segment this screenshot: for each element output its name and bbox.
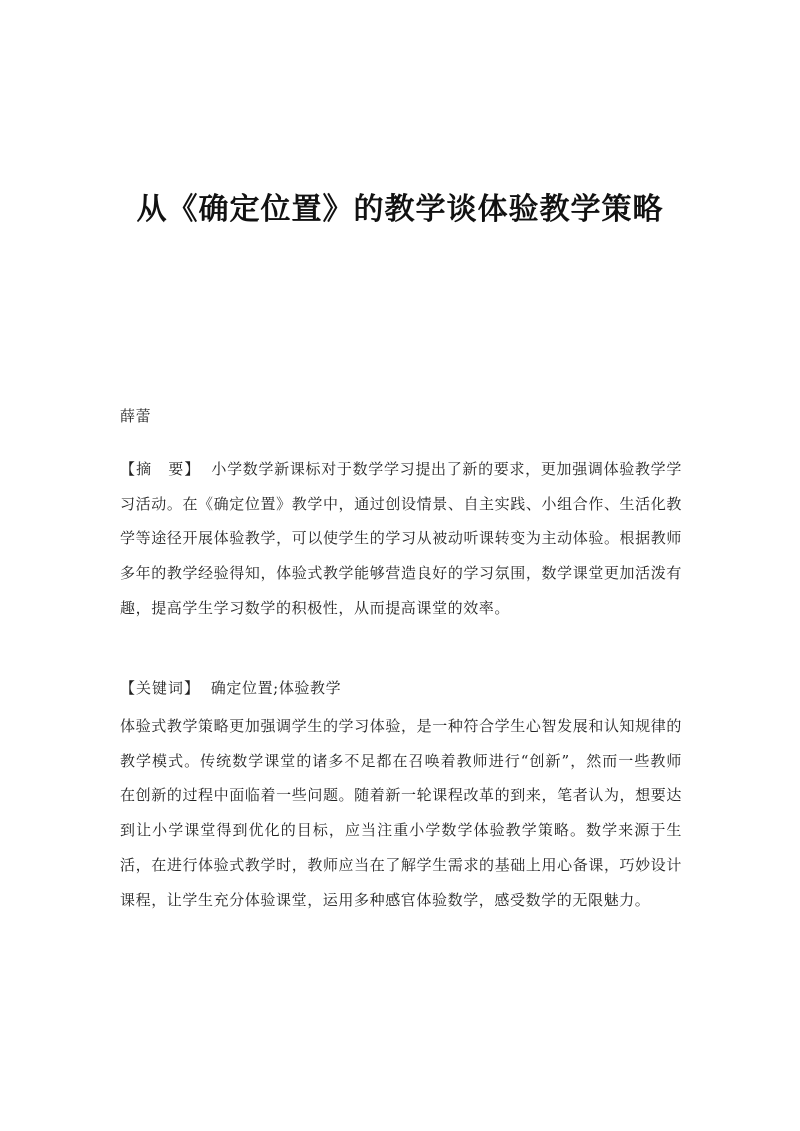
abstract-section: [120, 452, 682, 626]
document-title: 从《确定位置》的教学谈体验教学策略: [136, 192, 664, 227]
keywords-text: 确定位置;体验教学: [210, 679, 342, 697]
abstract-label: 【摘 要】: [120, 460, 201, 478]
abstract-text: 小学数学新课标对于数学学习提出了新的要求，更加强调体验教学学习活动。在《确定位置》教学中，通过创设情景、自主实践、小组合作、生活化教学等途径开展体验教学，可以使学生的学习从被动听课转变为主动体验。根据教师多年的教学经验得知，体验式教学能够营造良好的学习氛围，数学课堂更加活泼有趣，提高学生学习数学的积极性，从而提高课堂的效率。: [120, 460, 682, 617]
body-paragraph: 体验式教学策略更加强调学生的学习体验，是一种符合学生心智发展和认知规律的教学模式。传统数学课堂的诸多不足都在召唤着教师进行“创新”，然而一些教师在创新的过程中面临着一些问题。随着新一轮课程改革的到来，笔者认为，想要达到让小学课堂得到优化的目标，应当注重小学数学体验教学策略。数学来源于生活，在进行体验式教学时，教师应当在了解学生需求的基础上用心备课，巧妙设计课程，让学生充分体验课堂，运用多种感官体验数学，感受数学的无限魅力。: [120, 717, 682, 909]
keywords-section: [120, 671, 682, 706]
keywords-label: 【关键词】: [120, 679, 201, 697]
author-name: 薛蕾: [120, 407, 152, 425]
